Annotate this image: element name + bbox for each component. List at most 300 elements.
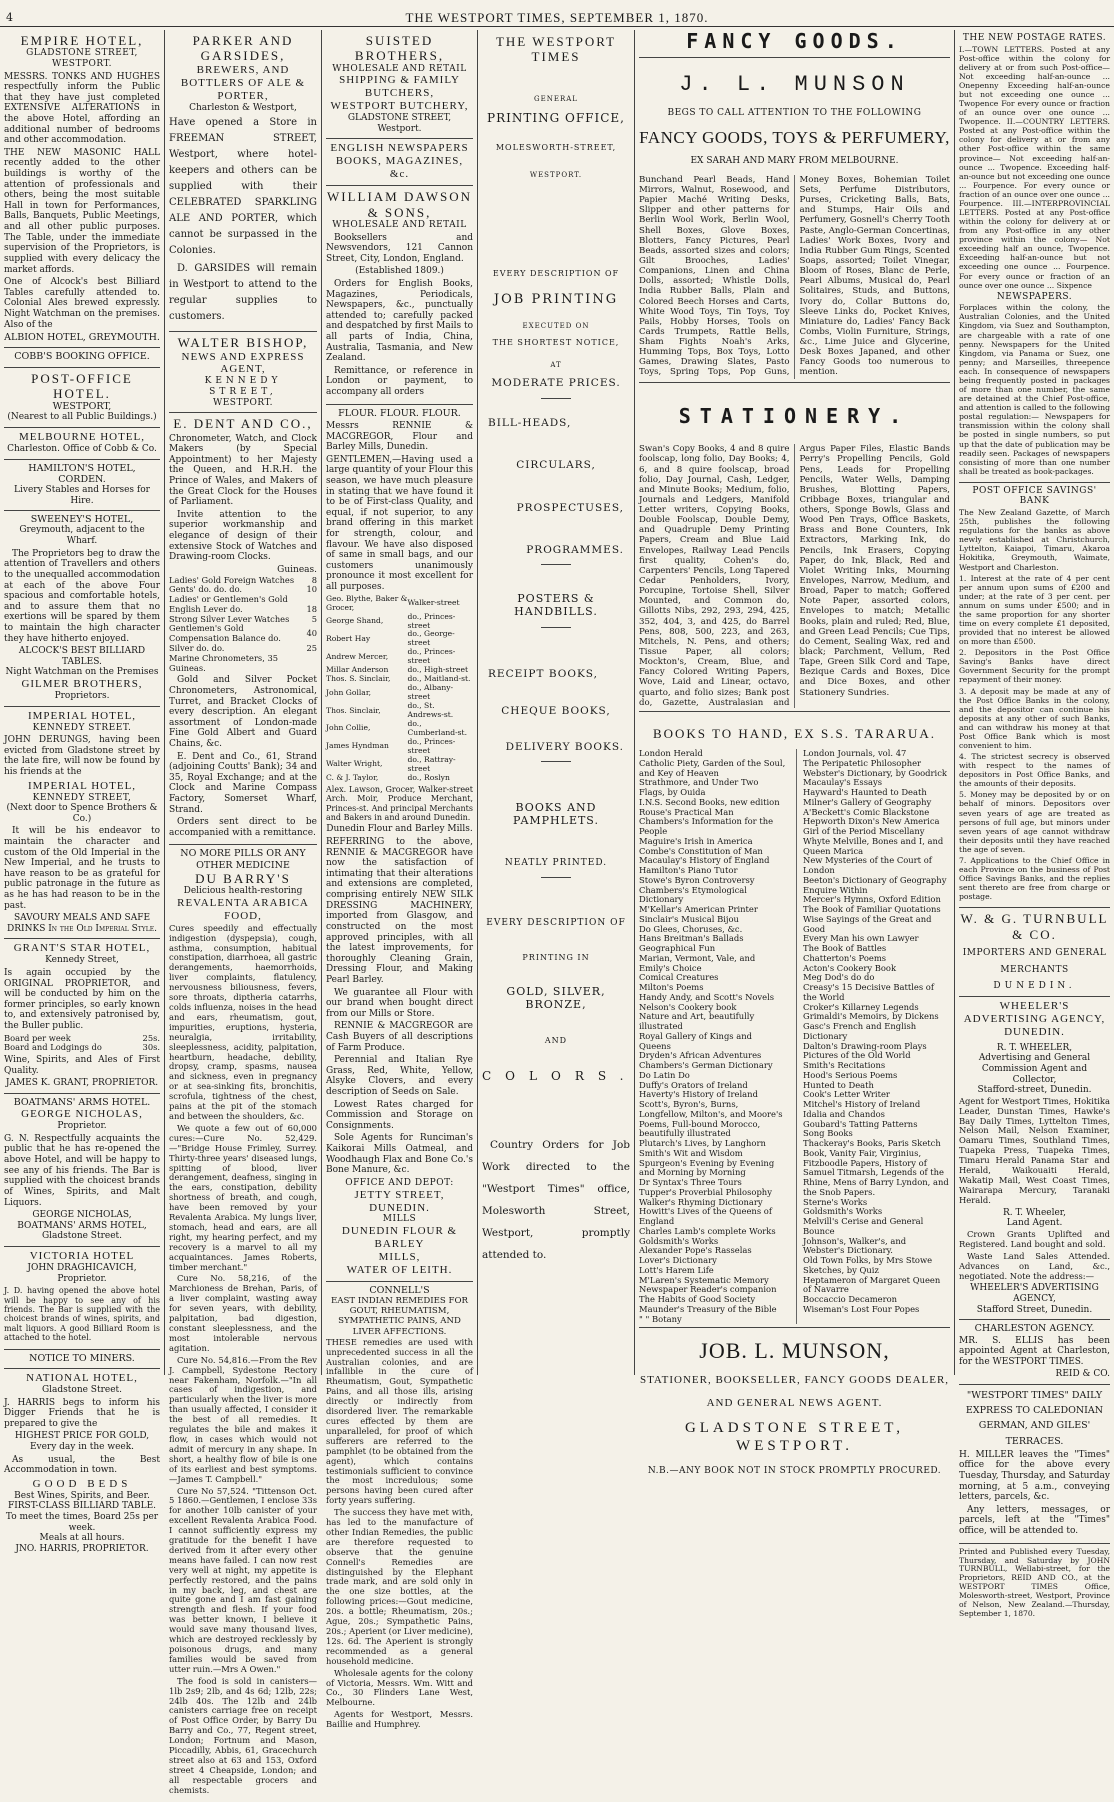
- ad-title: NOTICE TO MINERS.: [29, 1352, 135, 1364]
- book-title: Alexander Pope's Rasselas: [639, 1245, 752, 1256]
- divider: [541, 398, 571, 399]
- divider: [639, 57, 950, 58]
- ad-title: BOOKS TO HAND, EX S.S. TARARUA.: [652, 725, 937, 741]
- book-title: Chambers's Information for the People: [639, 816, 774, 837]
- ad-title: CONNELL'S: [369, 1284, 430, 1296]
- column-1: [0, 30, 165, 1554]
- book-title: New Mysteries of the Court of London: [803, 855, 932, 876]
- ad-headline: HIGHEST PRICE FOR GOLD,: [14, 1431, 150, 1442]
- divider: [541, 761, 571, 762]
- ad-title: THE WESTPORT TIMES: [495, 34, 617, 65]
- ad-body: 5. Money may be deposited by or on behalf of minors. Depositors over seven years of age are treated as persons of full age, but minors under seven years of age cannot withdraw their deposits until they have reached the age of seven.: [959, 790, 1110, 854]
- ad-label: EVERY DESCRIPTION OF: [492, 268, 620, 278]
- book-title: Lott's Harem Life: [639, 1264, 714, 1275]
- ad-body: JOHN DERUNGS, having been evicted from Gladstone street by the late fire, will now be found by his friends at the: [4, 735, 160, 777]
- job-item: EVERY DESCRIPTION OF: [486, 917, 626, 928]
- table-row: John Gollar, do., Albany-street: [326, 683, 454, 702]
- job-item: COLORS.: [482, 1069, 638, 1084]
- ad-street: MOLESWORTH-STREET,: [495, 143, 617, 153]
- ad-connells-remedies: [326, 1282, 473, 1736]
- price-unit: Guineas.: [277, 564, 317, 575]
- book-title: Haverty's History of Ireland: [639, 1089, 758, 1100]
- ad-title: "WESTPORT TIMES" DAILY EXPRESS TO CALEDONIAN GERMAN, AND GILES' TERRACES.: [965, 1389, 1104, 1447]
- ad-title: POST-OFFICE HOTEL.: [31, 370, 133, 401]
- ad-body: Lowest Rates charged for Commission and Storage on Consignments.: [326, 1099, 473, 1131]
- ad-body: REFERRING to the above, RENNIE & MACGREGOR have now the satisfaction of intimating that their alterations and extensions are completed, comprising entirely NEW SILK DRESSING MACHINERY, imported from Glasgow, and constructed on the most approved principles, with all the latest improvements, for thoroughly Cleaning Grain, Dressing Flour, and Making Pearl Barley.: [326, 837, 473, 985]
- job-item: PROSPECTUSES,: [516, 501, 624, 514]
- ad-title: CHARLESTON AGENCY.: [974, 1323, 1095, 1335]
- book-title: Gasc's French and English Dictionary: [803, 1021, 917, 1041]
- book-title: Tupper's Proverbial Philosophy: [639, 1186, 772, 1197]
- ad-body: Waste Land Sales Attended. Advances on Land, &c., negotiated. Note the address:—: [959, 1250, 1110, 1281]
- ad-walter-bishop: [169, 332, 317, 413]
- book-title: Plutarch's Lives, by Langhorn: [639, 1138, 766, 1149]
- book-title: Do Latin Do: [639, 1069, 690, 1080]
- ad-role: Proprietor.: [57, 1273, 107, 1284]
- book-title: M'Kellar's American Printer: [639, 904, 758, 915]
- ad-note: To meet the times, Board 25s per week.: [5, 1512, 159, 1533]
- book-title: Charles Lamb's complete Works: [639, 1225, 776, 1236]
- ad-body: Crown Grants Uplifted and Registered. Land bought and sold.: [959, 1228, 1110, 1249]
- ad-body: The Proprietors beg to draw the attention of Travellers and others to the unequalled accommodation at each of the above Four spacious and comfortable hotels, and to assure them that no exertions will be spared by them to maintain the high character they have hitherto enjoyed.: [4, 548, 160, 644]
- ad-body: Agents for Westport, Messrs. Baillie and Humphrey.: [326, 1709, 473, 1730]
- divider: [541, 564, 571, 565]
- ad-role: Advertising and General Commission Agent and Collector,: [978, 1053, 1091, 1085]
- ad-title: FANCY GOODS.: [686, 29, 903, 53]
- ad-body: One of Alcock's best Billiard Tables carefully attended to. Colonial Ales brewed expressly. Night Watchman on the premises. Also of the: [4, 277, 160, 330]
- book-title: Girl of the Period Miscellany: [803, 826, 925, 837]
- column-5-munson: [635, 29, 955, 1476]
- ad-place: Charleston & Westport,: [189, 102, 297, 113]
- ad-address: JETTY STREET, DUNEDIN.: [354, 1188, 445, 1214]
- ad-label: AT: [550, 361, 562, 370]
- job-item: AND: [544, 1035, 568, 1045]
- ad-subtitle: BUTCHERS,: [364, 87, 435, 100]
- ad-note: (Nearest to all Public Buildings.): [7, 412, 157, 423]
- book-title: Cook's Letter Writer: [803, 1089, 890, 1100]
- table-row: Thos. Sinclair, do., St. Andrews-st.: [326, 701, 454, 720]
- ad-body: Any letters, messages, or parcels, left at the "Times" office, will be attended to.: [959, 1504, 1110, 1536]
- ad-body: Perennial and Italian Rye Grass, Red, White, Yellow, Alsyke Clovers, and every description of Seeds on Sale.: [326, 1055, 473, 1098]
- book-title: Chambers's Etymological Dictionary: [639, 884, 747, 905]
- book-title: Wise Sayings of the Great and Good: [803, 913, 932, 934]
- table-row: Board and Lodgings do 30s.: [4, 1042, 160, 1053]
- ad-name: JOHN DRAGHICAVICH,: [27, 1262, 137, 1273]
- ad-headline: FANCY GOODS, TOYS & PERFUMERY,: [639, 128, 950, 148]
- ad-note: (Next door to Spence Brothers & Co.): [6, 803, 158, 824]
- book-title: Handy Andy, and Scott's Novels: [639, 991, 775, 1002]
- ad-label: EXECUTED ON: [522, 321, 590, 330]
- ad-turnbull: [959, 908, 1110, 996]
- price-table: [169, 576, 317, 674]
- ad-signature: JNO. HARRIS, PROPRIETOR.: [15, 1543, 149, 1554]
- job-item: PRINTING IN: [522, 952, 590, 962]
- ad-title: E. DENT AND CO.,: [173, 416, 313, 432]
- ad-body: As usual, the Best Accommodation in town.: [4, 1454, 160, 1476]
- book-title: " " Botany: [639, 1313, 682, 1324]
- ad-note: Meals at all hours.: [39, 1533, 125, 1544]
- page-number: 4: [6, 11, 13, 24]
- ad-body: Agent for Westport Times, Hokitika Leader, Dunstan Times, Hawke's Bay Daily Times, Lyttelton Times, Nelson Mail, Nelson Examiner, Oamaru Times, Southland Times, Tuapeka Press, Tuapeka Times, Timaru Herald Panama Star and Herald, Waikouaiti Herald, Wakatip Mail, West Coast Times, Wairarapa Mercury, Taranaki Herald.: [959, 1095, 1110, 1205]
- book-title: Every Man his own Lawyer: [803, 933, 919, 944]
- ad-title: SWEENEY'S HOTEL,: [30, 514, 134, 526]
- book-title: Hepworth Dixon's New America: [803, 816, 940, 827]
- ad-body: Wholesale agents for the colony of Victoria, Messrs. Wm. Witt and Co., 30 Flinders Lane West, Melbourne.: [326, 1667, 473, 1708]
- ad-title: IMPERIAL HOTEL,: [27, 709, 137, 722]
- ad-address: GLADSTONE STREET, WESTPORT.: [26, 48, 138, 69]
- book-title: Grimaldi's Memoirs, by Dickens: [803, 1011, 939, 1022]
- ad-empire-hotel: [4, 30, 160, 348]
- column-3: [322, 30, 478, 1730]
- ad-street: Stafford-street, Dunedin.: [977, 1085, 1092, 1096]
- table-row: Ladies' or Gentlemen's Gold: [169, 594, 288, 605]
- ad-subtitle: Greymouth, adjacent to the Wharf.: [19, 525, 145, 547]
- ad-daily-express: [959, 1385, 1110, 1544]
- ad-imperial-hotel: [4, 707, 160, 940]
- ad-headline: FIRST-CLASS BILLIARD TABLE.: [7, 1501, 157, 1512]
- ad-street: Gladstone Street.: [41, 1231, 123, 1242]
- ad-address: WHEELER'S ADVERTISING AGENCY,: [970, 1283, 1099, 1305]
- job-item: BOOKS AND PAMPHLETS.: [513, 801, 599, 828]
- ad-title: WALTER BISHOP,: [177, 335, 309, 351]
- column-6: [955, 30, 1114, 1619]
- ad-suisted-brothers: [326, 30, 473, 139]
- ad-charleston-agency: [959, 1320, 1110, 1385]
- ad-revalenta: [169, 845, 317, 1801]
- ad-flour: [326, 405, 473, 1282]
- ad-note: Night Watchman on the Premises: [5, 667, 159, 678]
- ad-subtitle: Dunedin Flour and Barley Mills.: [326, 824, 473, 835]
- ad-note: Wine, Spirits, and Ales of First Quality.: [4, 1055, 160, 1076]
- ad-subtitle: WESTPORT BUTCHERY,: [330, 100, 469, 113]
- divider: [541, 877, 571, 878]
- book-title: Wiseman's Lost Four Popes: [803, 1303, 920, 1314]
- ad-title: WHEELER'S ADVERTISING AGENCY, DUNEDIN.: [963, 999, 1106, 1038]
- book-title: Maunder's Treasury of the Bible: [639, 1303, 777, 1314]
- ad-body: E. Dent and Co., 61, Strand (adjoining Coutts' Bank); 34 and 35, Royal Exchange; and at the Clock and Marine Compass Factory, Somerset Wharf, Strand.: [169, 751, 317, 815]
- stationery-list: [639, 444, 950, 708]
- ad-body: Remittance, or reference in London or payment, to accompany all orders: [326, 365, 473, 398]
- ad-signature: JAMES K. GRANT, PROPRIETOR.: [5, 1078, 159, 1089]
- book-title: Hunted to Death: [803, 1079, 874, 1090]
- ad-address: WATER OF LEITH.: [346, 1263, 453, 1276]
- book-title: Do Glees, Choruses, &c.: [639, 923, 743, 934]
- table-row: Thos. S. Sinclair, do., Maitland-st.: [326, 674, 471, 684]
- ad-wheeler-agency: [959, 997, 1110, 1321]
- ad-title: W. & G. TURNBULL & CO.: [960, 911, 1109, 942]
- ad-label: MILLS: [382, 1214, 417, 1225]
- ad-name: J. L. MUNSON: [679, 71, 910, 97]
- ad-title: EMPIRE HOTEL,: [20, 33, 144, 48]
- ad-title: IMPERIAL HOTEL,: [27, 779, 137, 792]
- imprint-text: Printed and Published every Tuesday, Thursday, and Saturday by JOHN TURNBULL, Wellabi-street, for the Proprietors, REID AND CO., at the WESTPORT TIMES Office, Molesworth-street, Westport, Province of Nelson, New Zealand.—Thursday, September 1, 1870.: [959, 1546, 1110, 1619]
- ad-subtitle: Livery Stables and Horses for Hire.: [14, 485, 150, 506]
- job-item: GOLD, SILVER, BRONZE,: [506, 984, 606, 1011]
- book-title: Marian, Vermont, Vale, and Emily's Choice: [639, 952, 756, 973]
- ad-body: Cure No. 54,816.—From the Rev J. Campbell, Sydestone Rectory near Fakenham, Norfolk.—"In all cases of indigestion, and particularly when the liver is more than usually affected, I consider it the best of all remedies. It regulates the bile and makes it flow, in cases which would not admit of mercury in any shape. In short, a healthy flow of bile is one of its earliest and best symptoms.—James T. Campbell.": [169, 1354, 317, 1484]
- ad-body: 1. Interest at the rate of 4 per cent per annum upon sums of £200 and under; at the rate of 3 per cent. per annum on sums under £500; and in the same proportion for any shorter time on every complete £1 deposited, provided that no interest be allowed on more than £500.: [959, 573, 1110, 647]
- ad-savings-bank: [959, 483, 1110, 909]
- ad-signature: GEORGE NICHOLAS,: [32, 1210, 132, 1221]
- book-title: Song Books: [803, 1128, 853, 1139]
- table-row: Robert Hay do., George-street: [326, 629, 455, 648]
- ad-headline: MODERATE PRICES.: [491, 377, 621, 390]
- ad-note: ALCOCK'S BEST BILLIARD TABLES.: [18, 646, 146, 667]
- book-title: Nelson's Cookery book: [639, 1001, 737, 1012]
- ad-role: Land Agent.: [1006, 1218, 1063, 1229]
- ad-title: NO MORE PILLS OR ANY OTHER MEDICINE: [180, 848, 306, 871]
- book-title: Stowe's Byron Controversy: [639, 874, 755, 885]
- ad-subtitle: NEWSPAPERS.: [996, 291, 1073, 302]
- ad-body: We quote a few out of 60,000 cures:—Cure No. 52,429.—"Bridge House Frimley, Surrey. Thirty-three years' diseased lungs, spitting of blood, liver derangement, deafness, singing in the ears, constipation, debility shortness of breath, and cough, have been removed by your Revalenta Arabica. My lungs liver, stomach, head and ears, are all right, my hearing perfect, and my recovery is a marvel to all my acquaintances. James Roberts, timber merchant.": [169, 1122, 317, 1272]
- table-row: James Hyndman do., Princes-street: [326, 736, 456, 755]
- book-title: Strathmore, and Under Two Flags, by Ouida: [639, 777, 759, 798]
- ad-street: KENNEDY STREET,: [32, 792, 132, 803]
- book-title: Chatterton's Poems: [803, 952, 887, 963]
- ad-dent: [169, 413, 317, 845]
- book-title: Whyte Melville, Bones and I, and Queen Marica: [803, 835, 944, 856]
- ad-body: THE NEW MASONIC HALL recently added to the other buildings is worthy of the attention of professionals and others, being the most suitable Hall in town for Performances, Balls, Banquets, Public Meetings, and all other public purposes. The Table, under the immediate supervision of the Proprietors, is supplied with every delicacy the market affords.: [4, 147, 160, 275]
- ad-signature: GILMER BROTHERS,: [21, 677, 143, 690]
- ad-role: Proprietors.: [54, 690, 110, 701]
- book-title: Rouse's Practical Man: [639, 806, 734, 817]
- ad-victoria-hotel: [4, 1247, 160, 1350]
- ad-signature: REID & CO.: [1055, 1369, 1110, 1380]
- ad-street: GLADSTONE STREET, WESTPORT.: [684, 1420, 905, 1455]
- ad-headline: JOB PRINTING: [493, 292, 619, 308]
- ad-parker-garsides: [169, 30, 317, 332]
- ad-title: HAMILTON'S HOTEL, CORDEN.: [28, 462, 136, 485]
- ad-body: MR. S. ELLIS has been appointed Agent at Charleston, for the WESTPORT TIMES.: [959, 1335, 1110, 1367]
- ad-post-office-hotel: [4, 368, 160, 428]
- book-title: Macaulay's Essays: [803, 777, 883, 788]
- ad-subtitle: WESTPORT,: [52, 401, 112, 413]
- table-row: English Lever do. 18: [169, 603, 317, 614]
- ad-note: (Established 1809.): [355, 266, 444, 277]
- book-title: Sketches, by Quiz: [803, 1264, 879, 1275]
- ad-headline: REVALENTA ARABICA FOOD,: [177, 896, 309, 922]
- ad-body: 7. Applications to the Chief Office in each Province on the business of Post Office Savings Banks, and the replies sent thereto are free from charge or postage.: [959, 855, 1110, 902]
- ad-body: Chronometer, Watch, and Clock Makers (by Special Appointment) to her Majesty the Queen, and H.R.H. the Prince of Wales, and Makers of the Great Clock for the Houses of Parliament.: [169, 433, 317, 508]
- ad-body: Gold and Silver Pocket Chronometers, Astronomical, Turret, and Bracket Clocks of every description. An elegant assortment of London-made Fine Gold Albert and Guard Chains, &c.: [169, 675, 317, 749]
- ad-subtitle: EAST INDIAN REMEDIES FOR GOUT, RHEUMATISM, SYMPATHETIC PAINS, AND LIVER AFFECTIONS.: [331, 1296, 468, 1337]
- table-row: Walter Wright, do., Rattray-street: [326, 754, 456, 773]
- fancy-goods-list: [639, 175, 950, 379]
- ad-body: THESE remedies are used with unprecedented success in all the Australian colonies, and are infallible in the cure of Rheumatism, Gout, Sympathetic Pains, and all those ills, arising directly or indirectly from disordered liver. The remarkable cures effected by them are unparalleled, for proof of which sufferers are referred to the pamphlet (to be obtained from the agent), which contains testimonials sufficient to convince the most incredulous; some persons having been cured after forty years suffering.: [326, 1336, 473, 1506]
- ad-hamilton-hotel: [4, 460, 160, 512]
- ad-body: Invite attention to the superior workmanship and elegance of design of their extensive Stock of Watches and Drawing-room Clocks.: [169, 509, 317, 563]
- ad-subtitle: Delicious health-restoring: [183, 886, 303, 897]
- ad-body: Swan's Copy Books, 4 and 8 quire foolscap, long folio, Day Books; 4, 6, and 8 quire foolscap, broad folio, Day Journal, Cash, Ledger, and Minute Books; Medium, folio, Journals and Ledgers, Manifold Letter writers, Copying Books, Double Foolscap, Double Demy, and Quadruple Demy Printing Papers, Cream and Blue Laid Envelopes, Railway Lead Pencils first quality, Cohen's do, Carpenters' Pencils, Long Tapered Cedar Penholders, Ivory, Porcupine, Tortoise Shell, Silver Mounted, and Common do, Gillotts Nibs, 292, 293, 294, 425, 352, 404, 3, and 425, do Barrel Pens, 808, 500, 223, and 263, Mitchels, N. Pens, and others; Tissue Paper, all colors; Mockton's, Cream, Blue, and Fancy Colored Writing Papers, Wove, Laid and Linear, octavo, quarto, and folio sizes; Bank post do, Gazette, Australasian and Argus Paper Files, Elastic Bands Perry's Propelling Pencils, Gold Pens, Leads for Propelling Pencils, Water Wells, Damping Brushes, Blotting Papers, Cribbage Boxes, triangular and others, Sponge Bowls, Glass and Wood Pen Trays, Office Baskets, Brass and Bone Counters, Ink Extractors, Marking Ink, do Pencils, Ink Erasers, Copying Paper, do Ink, Black, Red and Violet Writing Inks, Mourning Envelopes, Narrow, Medium, and Broad, Paper to match; Goffered Note Paper, assorted colors, Envelopes to match; Metallic Books, plain and ruled; Red, Blue, and Green Lead Pencils; Cue Tips, do Cement, Sealing Wax, red and black; Parchment, Vellum, Red Tape, Green Silk Cord and Tape, Bezique Cards and Boxes, Dice and Dice Boxes, and other Stationery Sundries.: [639, 444, 950, 708]
- book-title: London Journals, vol. 47: [803, 748, 907, 759]
- table-row: Millar Anderson do., High-street: [326, 665, 469, 675]
- table-row: Board per week 25s.: [4, 1032, 160, 1043]
- ad-name: R. T. Wheeler,: [1003, 1207, 1066, 1218]
- book-title: Heptameron of Margaret Queen of Navarre: [803, 1274, 941, 1295]
- job-item: PROGRAMMES.: [526, 543, 624, 556]
- ad-body: J. HARRIS begs to inform his Digger Friends that he is prepared to give the: [4, 1397, 160, 1429]
- book-title: The Book of Battles: [803, 943, 887, 954]
- ad-subtitle: BOTTLERS OF ALE & PORTER,: [180, 76, 306, 102]
- ad-signature: BOATMANS' ARMS HOTEL,: [17, 1220, 147, 1231]
- ad-body: Booksellers and Newsvendors, 121 Cannon Street, City, London, England.: [326, 232, 473, 264]
- table-row: Silver do. do. 25: [169, 642, 317, 653]
- book-title: Royal Gallery of Kings and Queens: [639, 1030, 753, 1051]
- ad-body: 3. A deposit may be made at any of the Post Office Banks in the colony, and the depositor can continue his deposits at any other of such Banks, and can withdraw his money at that Post Office Bank which is most convenient to him.: [959, 686, 1110, 750]
- ad-title: FLOUR. FLOUR. FLOUR.: [338, 407, 461, 419]
- book-title: Smith's Wit and Wisdom: [639, 1147, 743, 1158]
- book-title: Dryden's African Adventures: [639, 1050, 762, 1061]
- ad-name: R. T. WHEELER,: [996, 1042, 1073, 1053]
- ad-body: MESSRS. TONKS AND HUGHES respectfully inform the Public that they have just completed EXTENSIVE ALTERATIONS in the above Hotel, affording an additional number of bedrooms and other accommodation.: [4, 71, 160, 146]
- book-title: Lover's Dictionary: [639, 1255, 717, 1266]
- book-title: Newspaper Reader's companion: [639, 1284, 777, 1295]
- ad-title: NATIONAL HOTEL,: [26, 1371, 138, 1384]
- book-title: The Habits of Good Society: [639, 1294, 756, 1305]
- ad-body: J. D. having opened the above hotel will be happy to see any of his friends. The Bar is supplied with the choicest brands of wines, spirits, and malt liquors. A good Billiard Room is attached to the hotel.: [4, 1286, 160, 1343]
- ad-street: KENNEDY STREET,: [204, 376, 282, 398]
- ad-body: I.—TOWN LETTERS. Posted at any Post-office within the colony for delivery at or from such Post-office— Not exceeding half-an-ounce ... Onepenny Exceeding half-an-ounce but not exceeding one ounce ... Twopence For every ounce or fraction of an ounce over one ounce ... Twopence. II.—COUNTRY LETTERS. Posted at any Post-office within the colony for delivery at or from any other Post-office within the same province— Not exceeding half-an-ounce ... Twopence. Exceeding half-an-ounce but not exceeding one ounce ... Fourpence. For every ounce or fraction of an ounce over one ounce ... Fourpence. III.—INTERPROVINCIAL LETTERS. Posted at any Post-office within the colony for delivery at or from any Post-office in any other province within the colony— Not exceeding half an ounce, Twopence. Exceeding half-an-ounce but not exceeding one ounce ... Fourpence. For every ounce or fraction of an ounce over one ounce ... Sixpence: [959, 44, 1110, 290]
- table-row: Strong Silver Lever Watches 5: [169, 613, 317, 624]
- book-title: A'Beckett's Comic Blackstone: [803, 806, 930, 817]
- ad-street: Kennedy Street,: [45, 955, 119, 966]
- book-title: Geographical Fun: [639, 943, 716, 954]
- ad-body: GENTLEMEN,—Having used a large quantity of your Flour this season, we have much pleasure in stating that we have found it to be of First-class Quality, and equal, if not superior, to any brand offering in this market for strength, colour, and flavour. We have also disposed of same in small bags, and our customers unanimously pronounce it most excellent for all purposes.: [326, 454, 473, 593]
- book-title: Dr Syntax's Three Tours: [639, 1177, 742, 1188]
- book-title: I.N.S. Second Books, new edition: [639, 796, 780, 807]
- ad-subtitle: BREWERS, AND: [196, 63, 290, 76]
- book-title: Idalia and Chandos: [803, 1108, 885, 1119]
- book-title: Webster's Dictionary, by Goodrick: [803, 767, 947, 778]
- books-list: [639, 749, 950, 1324]
- ad-subtitle: SHIPPING & FAMILY: [339, 74, 460, 87]
- ad-body: Country Orders for Job Work directed to the "Westport Times" office, Molesworth Street, Westport, promptly attended to.: [482, 1138, 630, 1261]
- ad-title: THE NEW POSTAGE RATES.: [962, 33, 1107, 43]
- signers-table: [326, 595, 473, 783]
- ad-national-hotel: [4, 1369, 160, 1558]
- ad-role: Proprietor.: [57, 1121, 107, 1132]
- ad-address: Stafford Street, Dunedin.: [976, 1304, 1093, 1315]
- page-title: THE WESTPORT TIMES, SEPTEMBER 1, 1870.: [405, 10, 709, 25]
- ad-label: THE SHORTEST NOTICE,: [492, 337, 620, 347]
- table-row: Geo. Blythe, Baker & Grocer, Walker-street: [326, 593, 460, 612]
- ad-title: WILLIAM DAWSON & SONS,: [326, 189, 473, 220]
- book-title: Milton's Poems: [639, 982, 704, 993]
- ad-subtitle: NEWS AND EXPRESS AGENT,: [181, 350, 305, 376]
- ad-title: SUISTED BROTHERS,: [354, 33, 445, 64]
- ad-place: WESTPORT.: [212, 397, 274, 408]
- book-title: Croker's Killarney Legends: [803, 1001, 919, 1012]
- book-title: Pictures of the Old World: [803, 1050, 911, 1061]
- ad-intro: Messrs RENNIE & MACGREGOR, Flour and Barley Mills, Dunedin.: [326, 420, 473, 453]
- ad-title: PARKER AND GARSIDES,: [192, 33, 294, 64]
- rates-table: [4, 1034, 160, 1054]
- ad-subtitle: MERCHANTS: [1000, 964, 1069, 975]
- column-2: [165, 30, 322, 1795]
- book-title: Catholic Piety, Garden of the Soul, and Key of Heaven: [639, 757, 786, 778]
- job-item: RECEIPT BOOKS,: [488, 668, 598, 681]
- table-row: John Collie, do., Cumberland-st.: [326, 719, 468, 737]
- book-title: Boccaccio Decameron: [803, 1294, 898, 1305]
- ad-subtitle: Charleston. Office of Cobb & Co.: [7, 444, 157, 455]
- book-title: Nature and Art, beautifully illustrated: [639, 1011, 755, 1032]
- ad-body: 2. Depositors in the Post Office Saving's Banks have direct Government Security for the prompt repayment of their money.: [959, 648, 1110, 685]
- ad-notice-miners: [4, 1350, 160, 1369]
- book-title: Goubard's Tatting Patterns: [803, 1118, 918, 1129]
- ad-body: The New Zealand Gazette, of March 25th, publishes the following regulations for the banks as above newly established at Christchurch, Lyttelton, Kaiapoi, Timaru, Akaroa Hokitika, Greymouth, Waimate, Westport and Charleston.: [959, 508, 1110, 572]
- ad-body: D. GARSIDES will remain in Westport to attend to the regular supplies to customers.: [169, 263, 317, 323]
- table-row: Gents' do. do. do. 10: [169, 584, 317, 595]
- ad-body: Alex. Lawson, Grocer, Walker-street Arch. Moir, Produce Merchant, Princes-st. And principal Merchants and Bakers in and around Dunedin.: [326, 784, 473, 822]
- book-title: Johnson's, Walker's, and Webster's Dictionary.: [803, 1235, 907, 1256]
- ad-title: POST OFFICE SAVINGS' BANK: [972, 485, 1097, 507]
- ad-place: WESTPORT.: [529, 170, 583, 179]
- table-row: George Shand, do., Princes-street: [326, 611, 456, 630]
- book-title: Meg Dod's do do: [803, 972, 875, 983]
- divider: [639, 382, 950, 383]
- job-item: DELIVERY BOOKS.: [505, 741, 624, 754]
- ad-body: The success they have met with, has led to the manufacture of other Indian Remedies, the public are therefore requested to observe that the genuine Connell's Remedies are distinguished by the Elephant trade mark, and are sold only in the one size bottles, at the following prices:—Gout medicine, 20s. a bottle; Rheumatism, 20s.; Ague, 20s.; Sympathetic Pains, 20s.; Aperient (or Liver medicine), 12s. 6d. The Aperient is strongly recommended as a general household medicine.: [326, 1507, 473, 1666]
- ad-body: Sole Agents for Runciman's Kaikorai Mills Oatmeal, and Woodhaugh Flax and Bone Co.'s Bone Manure, &c.: [326, 1133, 473, 1176]
- book-title: Chambers's German Dictionary: [639, 1060, 773, 1071]
- book-title: Milner's Gallery of Geography: [803, 796, 932, 807]
- ad-subtitle: IMPORTERS AND GENERAL: [962, 947, 1107, 958]
- ad-name: JOB. L. MUNSON,: [699, 1338, 890, 1364]
- table-row: Andrew Mercer, do., Princes-street: [326, 647, 456, 666]
- book-title: Maguire's Irish in America: [639, 835, 753, 846]
- book-title: Walker's Rhyming Dictionary: [639, 1196, 763, 1207]
- ad-postage-rates: [959, 30, 1110, 483]
- column-4-job-printing: [478, 30, 638, 1375]
- book-title: Mitchel's History of Ireland: [803, 1099, 921, 1110]
- ad-subtitle: BEGS TO CALL ATTENTION TO THE FOLLOWING: [667, 107, 922, 118]
- book-title: Hans Breitman's Ballads: [639, 933, 744, 944]
- book-title: Goldsmith's Works: [639, 1235, 719, 1246]
- book-title: Mercer's Hymns, Oxford Edition: [803, 894, 941, 905]
- ad-title: BOATMANS' ARMS HOTEL.: [13, 1097, 151, 1109]
- divider: [639, 711, 950, 712]
- book-title: Creasy's 15 Decisive Battles of the World: [803, 982, 934, 1002]
- book-title: Hamilton's Piano Tutor: [639, 865, 738, 876]
- ad-body: Forplaces within the colony, the Australian Colonies, and the United Kingdom, via Suez and Southampton, are chargeable with a rate of one penny. Newspapers for the United Kingdom, via Panama or Suez, one penny; and Marseilles, threepence each. In consequence of newspapers being frequently posted in packages of more than one number, the same are detained at the Chief Post-office, and attention is called to the following postal regulation:— Newspapers for transmission within the colony shall be posted in single numbers, so put up that the date of publication may be readily seen. Packages of newspapers consisting of more than one number shall be treated as book-packages.: [959, 303, 1110, 476]
- ad-title: MELBOURNE HOTEL,: [19, 431, 145, 444]
- ad-body: It will be his endeavor to maintain the character and custom of the Old Imperial in the New Imperial, and he trusts to have reason to be as grateful for public patronage in the future as as he has had reason to be in the past.: [4, 826, 160, 911]
- ad-body: Cure No. 58,216, of the Marchioness de Brehan, Paris, of a liver complaint, wasting away for seven years, with debility, palpitation, bad digestion, constant sleeplessness, and the most intolerable nervous agitation.: [169, 1273, 317, 1353]
- book-title: The Peripatetic Philosopher: [803, 757, 922, 768]
- ad-label: OFFICE AND DEPOT:: [345, 1177, 454, 1188]
- job-item: NEATLY PRINTED.: [504, 858, 608, 869]
- ad-body: Orders for English Books, Magazines, Periodicals, Newspapers, &c., punctually attended to; carefully packed and despatched by first Mails to all parts of India, China, Australia, Tasmania, and New Zealand.: [326, 279, 473, 364]
- book-title: Sterne's Works: [803, 1196, 868, 1207]
- ad-sweeney-hotel: [4, 511, 160, 706]
- ad-melbourne-hotel: [4, 428, 160, 460]
- ad-label: GENERAL: [534, 94, 578, 103]
- ad-body: Cure No 57,524. "Tittenson Oct. 5 1860.—Gentlemen, I enclose 33s for another 10lb canister of your excellent Revalenta Arabica Food. I cannot sufficiently express my gratitude for the benefit I have derived from it after every other means have failed. I can now rest very well at night, my appetite is perfectly restored, and the pains in my back, leg, and chest are quite gone and I am fast gaining strength and flesh. If your food was better known, I believe it would save many thousand lives, which are destroyed recklessly by poisonous drugs, and many families would be saved from utter ruin.—Mrs A Owen.": [169, 1485, 317, 1674]
- ad-subtitle: WHOLESALE AND RETAIL: [332, 219, 467, 230]
- ad-body: H. MILLER leaves the "Times" office for the above every Tuesday, Thursday, and Saturday morning, at 5 a.m., conveying letters, parcels, &c.: [959, 1449, 1110, 1503]
- imprint: [959, 1544, 1110, 1626]
- ad-place: DUNEDIN.: [993, 981, 1076, 992]
- ad-body: Orders sent direct to be accompanied with a remittance.: [169, 817, 317, 838]
- ad-subtitle: STATIONER, BOOKSELLER, FANCY GOODS DEALER,: [639, 1374, 950, 1387]
- ad-william-dawson: [326, 186, 473, 404]
- book-title: Smith's Recitations: [803, 1060, 886, 1071]
- ad-subtitle: ALBION HOTEL, GREYMOUTH.: [4, 332, 160, 344]
- ad-grants-star-hotel: [4, 939, 160, 1094]
- book-title: Melvill's Cerise and General Bounce: [803, 1216, 924, 1236]
- ad-title: VICTORIA HOTEL: [29, 1249, 135, 1262]
- book-title: Comical Creatures: [639, 972, 719, 983]
